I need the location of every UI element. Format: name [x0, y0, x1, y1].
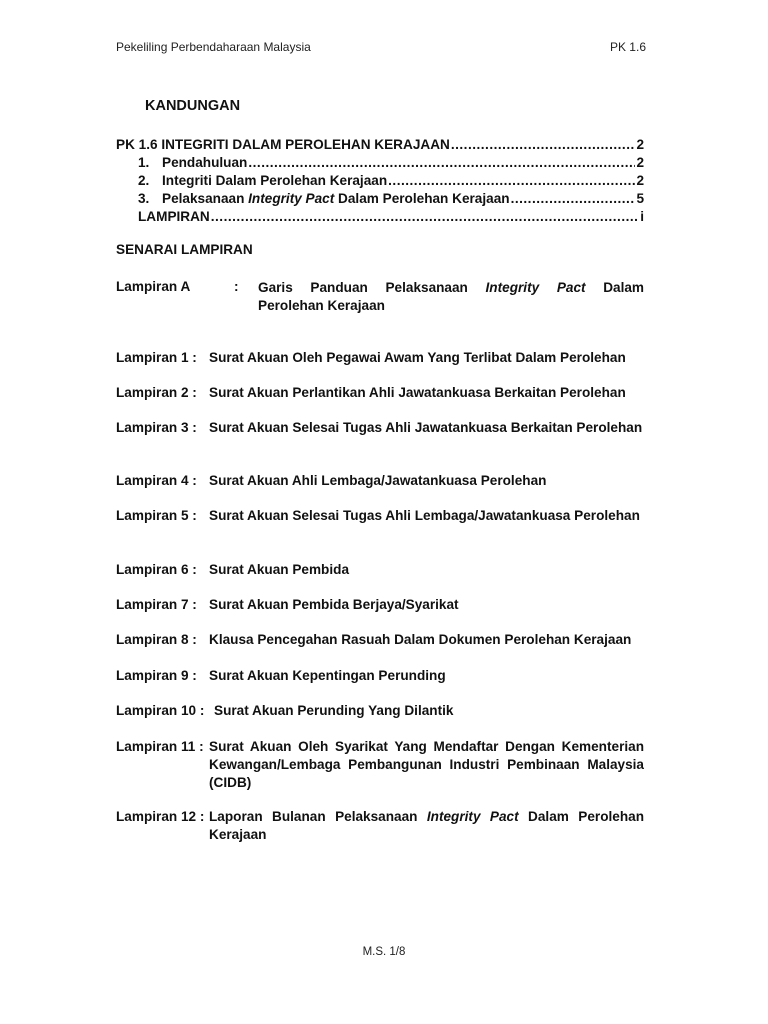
attachment-key: Lampiran 8 : [116, 632, 197, 647]
attachment-entry [116, 561, 644, 579]
attachment-description: Surat Akuan Perunding Yang Dilantik [214, 703, 454, 718]
attachment-list-title: SENARAI LAMPIRAN [116, 242, 253, 257]
attachment-key: Lampiran 12 : [116, 809, 205, 824]
toc-entry-label: Pelaksanaan [162, 191, 249, 206]
attachment-key: Lampiran 11 : [116, 739, 204, 754]
toc-entry-number: 1. [138, 155, 150, 170]
attachment-key: Lampiran 6 : [116, 562, 197, 577]
toc-entry[interactable] [116, 155, 644, 173]
attachment-description: Surat Akuan Pembida Berjaya/Syarikat [209, 597, 459, 612]
attachment-description: Surat Akuan Ahli Lembaga/Jawatankuasa Perolehan [209, 473, 547, 488]
page-header [116, 40, 646, 54]
toc-entry-page: 2 [636, 155, 644, 170]
attachment-colon: : [234, 279, 239, 294]
page-number: M.S. 1/8 [362, 946, 406, 958]
attachment-description: Klausa Pencegahan Rasuah Dalam Dokumen Perolehan Kerajaan [209, 632, 632, 647]
attachment-entry [116, 631, 644, 649]
toc-entry-label: Integriti Dalam Perolehan Kerajaan [162, 173, 388, 188]
toc-entry-label: LAMPIRAN [138, 209, 210, 224]
toc-leader-dots [451, 137, 636, 152]
attachment-description-italic: Integrity Pact [426, 809, 519, 824]
attachment-description: Laporan Bulanan Pelaksanaan Integrity Pact Dalam Perolehan Kerajaan [209, 809, 644, 842]
toc-entry-page: 5 [636, 191, 644, 206]
toc-leader-dots [511, 191, 636, 206]
toc-entry[interactable] [116, 191, 644, 209]
attachment-entry [116, 384, 644, 402]
attachment-entry [116, 667, 644, 685]
toc-entry-label-italic: Integrity Pact [248, 191, 335, 206]
attachment-description: Surat Akuan Kepentingan Perunding [209, 668, 446, 683]
attachment-entry [116, 738, 644, 792]
toc-leader-dots [248, 155, 635, 170]
attachment-entry [116, 472, 644, 490]
attachment-entry [116, 596, 644, 614]
table-of-contents [116, 137, 644, 227]
attachment-key: Lampiran 3 : [116, 420, 197, 435]
attachment-entry [116, 702, 644, 720]
attachment-description: Surat Akuan Oleh Pegawai Awam Yang Terlibat Dalam Perolehan [209, 350, 626, 365]
toc-entry[interactable] [116, 137, 644, 155]
attachment-entry [116, 507, 644, 525]
attachment-key: Lampiran A [116, 279, 191, 294]
attachment-key: Lampiran 2 : [116, 385, 197, 400]
toc-entry-number: 2. [138, 173, 150, 188]
attachment-description: Surat Akuan Selesai Tugas Ahli Lembaga/Jawatankuasa Perolehan [209, 508, 640, 523]
attachment-entry [116, 349, 644, 367]
toc-entry-page: 2 [636, 173, 644, 188]
toc-entry-page: 2 [636, 137, 644, 152]
toc-leader-dots [211, 209, 639, 224]
toc-entry-label: Pendahuluan [162, 155, 248, 170]
attachment-key: Lampiran 9 : [116, 668, 197, 683]
toc-entry[interactable] [116, 209, 644, 227]
attachment-entry [116, 808, 644, 844]
toc-entry[interactable] [116, 173, 644, 191]
attachment-key: Lampiran 7 : [116, 597, 197, 612]
contents-title: KANDUNGAN [145, 98, 241, 114]
attachment-description: Surat Akuan Selesai Tugas Ahli Jawatankuasa Berkaitan Perolehan [209, 420, 643, 435]
attachment-description: Surat Akuan Perlantikan Ahli Jawatankuasa Berkaitan Perolehan [209, 385, 626, 400]
attachment-key: Lampiran 4 : [116, 473, 197, 488]
toc-entry-label: PK 1.6 INTEGRITI DALAM PEROLEHAN KERAJAAN [116, 137, 450, 152]
toc-entry-label-rest: Dalam Perolehan Kerajaan [334, 191, 510, 206]
attachment-a [116, 279, 644, 315]
attachment-description: Surat Akuan Oleh Syarikat Yang Mendaftar Dengan Kementerian Kewangan/Lembaga Pembangunan Industri Pembinaan Malaysia (CIDB) [209, 739, 644, 790]
attachment-description: Surat Akuan Pembida [209, 562, 349, 577]
attachment-entry [116, 419, 644, 437]
attachment-key: Lampiran 10 : [116, 703, 205, 718]
attachment-description: Garis Panduan Pelaksanaan Integrity Pact Dalam Perolehan Kerajaan [258, 280, 645, 313]
attachment-description-italic: Integrity Pact [485, 280, 586, 295]
header-title: Pekeliling Perbendaharaan Malaysia [116, 40, 311, 54]
attachment-key: Lampiran 1 : [116, 350, 197, 365]
toc-leader-dots [388, 173, 635, 188]
toc-entry-page: i [640, 209, 644, 224]
header-code: PK 1.6 [609, 40, 646, 54]
attachment-key: Lampiran 5 : [116, 508, 197, 523]
toc-entry-number: 3. [138, 191, 150, 206]
